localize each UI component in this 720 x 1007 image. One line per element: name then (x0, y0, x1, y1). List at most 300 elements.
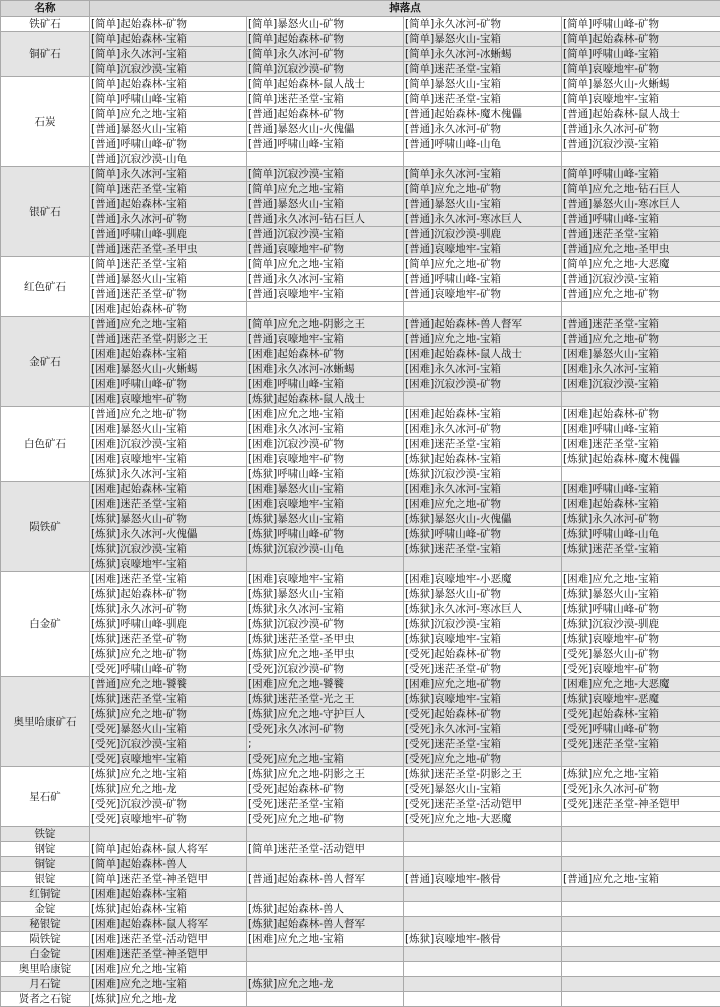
drop-cell: [炼狱]起始森林-兽人 (247, 902, 404, 917)
drop-cell: [炼狱]迷茫圣堂-光之王 (247, 692, 404, 707)
drop-cell: [受死]沉寂沙漠-宝箱 (90, 737, 247, 752)
drop-cell: [受死]哀嚎地牢-宝箱 (90, 752, 247, 767)
drop-cell: [普通]迷茫圣堂-圣甲虫 (90, 242, 247, 257)
drop-cell: [简单]应允之地-矿物 (404, 257, 562, 272)
table-row (1, 77, 720, 92)
drop-cell (404, 842, 562, 857)
table-row (1, 47, 720, 62)
drop-cell: [简单]沉寂沙漠-矿物 (247, 62, 404, 77)
table-row (1, 227, 720, 242)
table-row (1, 992, 720, 1007)
drop-cell: [困难]迷茫圣堂-神圣铠甲 (90, 947, 247, 962)
drop-cell: [普通]呼啸山峰-山龟 (404, 137, 562, 152)
drop-cell (404, 152, 562, 167)
drop-cell: [简单]应允之地-钻石巨人 (562, 182, 720, 197)
drop-cell: [炼狱]沉寂沙漠-山龟 (247, 542, 404, 557)
drop-cell: [炼狱]起始森林-鼠人战士 (247, 392, 404, 407)
table-row (1, 332, 720, 347)
drop-cell: [普通]起始森林-兽人督军 (404, 317, 562, 332)
drop-cell: [普通]哀嚎地牢-骸骨 (404, 872, 562, 887)
drop-cell: [炼狱]沉寂沙漠-驯鹿 (562, 617, 720, 632)
table-row (1, 302, 720, 317)
drop-cell (562, 977, 720, 992)
drop-cell: [困难]起始森林-鼠人将军 (90, 917, 247, 932)
drop-cell: [受死]哀嚎地牢-矿物 (562, 662, 720, 677)
drop-cell: [炼狱]应允之地-矿物 (90, 707, 247, 722)
drop-cell: [困难]永久冰河-宝箱 (247, 422, 404, 437)
drop-cell: [受死]永久冰河-宝箱 (404, 722, 562, 737)
drop-cell: [受死]哀嚎地牢-矿物 (90, 812, 247, 827)
drop-cell: [简单]沉寂沙漠-宝箱 (90, 62, 247, 77)
drop-cell: [简单]应允之地-大恶魔 (562, 257, 720, 272)
table-row (1, 707, 720, 722)
drop-cell: [受死]迷茫圣堂-活动铠甲 (404, 797, 562, 812)
drop-cell: [炼狱]哀嚎地牢-宝箱 (90, 557, 247, 572)
drop-cell (562, 947, 720, 962)
drop-cell: [困难]迷茫圣堂-宝箱 (90, 572, 247, 587)
drop-cell: [简单]暴怒火山-火蜥蜴 (562, 77, 720, 92)
drop-cell: [普通]暴怒火山-宝箱 (247, 197, 404, 212)
drop-cell (562, 842, 720, 857)
drop-cell: [炼狱]应允之地-龙 (90, 782, 247, 797)
drop-cell: [困难]沉寂沙漠-矿物 (247, 437, 404, 452)
header-drops: 掉落点 (90, 1, 720, 17)
drop-cell: [困难]起始森林-宝箱 (562, 497, 720, 512)
drop-cell: [炼狱]起始森林-魔木傀儡 (562, 452, 720, 467)
item-name: 秘银锭 (1, 917, 90, 932)
drop-cell: [受死]迷茫圣堂-宝箱 (404, 737, 562, 752)
drop-cell: [炼狱]呼啸山峰-矿物 (562, 602, 720, 617)
drop-cell: [简单]起始森林-鼠人战士 (247, 77, 404, 92)
drop-cell: [普通]迷茫圣堂-宝箱 (562, 317, 720, 332)
drop-cell: [普通]哀嚎地牢-矿物 (247, 242, 404, 257)
drop-cell: [困难]应允之地-宝箱 (90, 977, 247, 992)
drop-cell: [普通]应允之地-宝箱 (562, 872, 720, 887)
table-row (1, 797, 720, 812)
drop-cell: [炼狱]哀嚎地牢-恶魔 (562, 692, 720, 707)
drop-cell (404, 302, 562, 317)
table-row (1, 467, 720, 482)
drop-cell: [普通]永久冰河-宝箱 (247, 272, 404, 287)
drop-cell: [受死]起始森林-宝箱 (562, 707, 720, 722)
drop-cell: [简单]应允之地-宝箱 (247, 257, 404, 272)
drop-cell: [炼狱]应允之地-龙 (247, 977, 404, 992)
drop-cell: [困难]哀嚎地牢-小恶魔 (404, 572, 562, 587)
drop-cell (562, 962, 720, 977)
drop-cell: [简单]应允之地-宝箱 (90, 107, 247, 122)
drop-cell: [困难]应允之地-矿物 (404, 677, 562, 692)
drop-cell (404, 902, 562, 917)
drop-cell: [受死]呼啸山峰-矿物 (562, 722, 720, 737)
drop-cell: [炼狱]应允之地-守护巨人 (247, 707, 404, 722)
item-name: 红色矿石 (1, 257, 90, 317)
drop-cell (404, 857, 562, 872)
drop-cell: [受死]应允之地-矿物 (247, 812, 404, 827)
table-row (1, 242, 720, 257)
table-row (1, 392, 720, 407)
drop-cell: [炼狱]暴怒火山-矿物 (90, 512, 247, 527)
table-row (1, 212, 720, 227)
drop-cell: [炼狱]呼啸山峰-宝箱 (247, 467, 404, 482)
drop-cell: [简单]沉寂沙漠-宝箱 (247, 167, 404, 182)
table-row (1, 587, 720, 602)
drop-cell: [困难]沉寂沙漠-宝箱 (562, 377, 720, 392)
table-row (1, 812, 720, 827)
table-row (1, 902, 720, 917)
drop-cell: [炼狱]哀嚎地牢-宝箱 (404, 692, 562, 707)
drop-cell: [炼狱]起始森林-宝箱 (404, 452, 562, 467)
drop-cell: [炼狱]应允之地-矿物 (90, 647, 247, 662)
drop-cell: [困难]起始森林-矿物 (247, 347, 404, 362)
table-row (1, 782, 720, 797)
drop-cell: [普通]沉寂沙漠-山龟 (90, 152, 247, 167)
table-row (1, 422, 720, 437)
drop-cell: [炼狱]呼啸山峰-驯鹿 (90, 617, 247, 632)
drop-cell (562, 992, 720, 1007)
table-row (1, 182, 720, 197)
drop-cell: [炼狱]沉寂沙漠-宝箱 (404, 467, 562, 482)
drop-cell: [普通]哀嚎地牢-矿物 (404, 287, 562, 302)
drop-cell: [困难]呼啸山峰-宝箱 (247, 377, 404, 392)
drop-cell: [简单]应允之地-宝箱 (247, 182, 404, 197)
drop-cell: [受死]暴怒火山-宝箱 (90, 722, 247, 737)
drop-cell: [普通]暴怒火山-火傀儡 (247, 122, 404, 137)
drop-cell: [炼狱]哀嚎地牢-宝箱 (404, 632, 562, 647)
drop-cell: [受死]应允之地-大恶魔 (404, 812, 562, 827)
drop-cell: [困难]沉寂沙漠-宝箱 (90, 437, 247, 452)
drop-cell: [炼狱]迷茫圣堂-阴影之王 (404, 767, 562, 782)
drop-cell: [炼狱]暴怒火山-宝箱 (247, 587, 404, 602)
item-name: 奥里哈康锭 (1, 962, 90, 977)
drop-cell: [炼狱]迷茫圣堂-宝箱 (404, 542, 562, 557)
drop-cell (247, 947, 404, 962)
table-row (1, 737, 720, 752)
drop-cell (562, 392, 720, 407)
drop-cell: [炼狱]起始森林-兽人督军 (247, 917, 404, 932)
drop-cell: [普通]沉寂沙漠-驯鹿 (404, 227, 562, 242)
drop-cell: [困难]应允之地-宝箱 (247, 407, 404, 422)
drop-cell (562, 887, 720, 902)
table-row (1, 962, 720, 977)
item-name: 月石锭 (1, 977, 90, 992)
drop-cell: [简单]迷茫圣堂-宝箱 (90, 257, 247, 272)
table-row (1, 317, 720, 332)
drop-cell: [简单]迷茫圣堂-神圣铠甲 (90, 872, 247, 887)
drop-cell: [受死]起始森林-矿物 (404, 647, 562, 662)
item-name: 金矿石 (1, 317, 90, 407)
drop-cell: [炼狱]迷茫圣堂-圣甲虫 (247, 632, 404, 647)
drop-cell: [困难]迷茫圣堂-活动铠甲 (90, 932, 247, 947)
drop-cell: [困难]沉寂沙漠-矿物 (404, 377, 562, 392)
drop-cell (404, 992, 562, 1007)
drop-cell: [受死]永久冰河-矿物 (247, 722, 404, 737)
item-name: 白金矿 (1, 572, 90, 677)
drop-cell: [简单]迷茫圣堂-宝箱 (90, 182, 247, 197)
drop-cell: [简单]应允之地-阴影之王 (247, 317, 404, 332)
drop-cell: [困难]起始森林-宝箱 (90, 482, 247, 497)
drop-cell: [受死]呼啸山峰-矿物 (90, 662, 247, 677)
drop-cell (247, 827, 404, 842)
drop-cell: [困难]起始森林-矿物 (90, 302, 247, 317)
table-row (1, 482, 720, 497)
drop-cell: [简单]暴怒火山-矿物 (247, 17, 404, 32)
drop-cell: [普通]呼啸山峰-矿物 (90, 137, 247, 152)
item-name: 钢锭 (1, 842, 90, 857)
drop-cell: [炼狱]暴怒火山-宝箱 (562, 587, 720, 602)
drop-cell: [困难]呼啸山峰-宝箱 (562, 482, 720, 497)
drop-cell: ; (247, 737, 404, 752)
drop-cell: [简单]呼啸山峰-宝箱 (562, 47, 720, 62)
drop-cell: [普通]暴怒火山-宝箱 (90, 272, 247, 287)
drop-cell: [困难]应允之地-饕餮 (247, 677, 404, 692)
table-row (1, 677, 720, 692)
drop-cell: [简单]应允之地-矿物 (404, 182, 562, 197)
table-row (1, 407, 720, 422)
drop-table-body (1, 17, 720, 1007)
drop-cell: [简单]永久冰河-冰蜥蜴 (404, 47, 562, 62)
item-name: 星石矿 (1, 767, 90, 827)
table-row (1, 947, 720, 962)
drop-cell: [炼狱]哀嚎地牢-骸骨 (404, 932, 562, 947)
table-row (1, 827, 720, 842)
drop-cell: [普通]应允之地-宝箱 (404, 332, 562, 347)
drop-cell (562, 557, 720, 572)
drop-cell: [炼狱]永久冰河-矿物 (562, 512, 720, 527)
drop-cell: [简单]暴怒火山-宝箱 (404, 77, 562, 92)
table-row (1, 977, 720, 992)
item-name: 奥里哈康矿石 (1, 677, 90, 767)
drop-cell: [炼狱]起始森林-宝箱 (90, 902, 247, 917)
drop-cell: [普通]永久冰河-矿物 (562, 122, 720, 137)
drop-cell: [简单]永久冰河-宝箱 (90, 47, 247, 62)
item-name: 石炭 (1, 77, 90, 167)
drop-cell: [简单]呼啸山峰-宝箱 (90, 92, 247, 107)
drop-cell: [普通]沉寂沙漠-宝箱 (562, 137, 720, 152)
drop-cell: [普通]迷茫圣堂-宝箱 (562, 227, 720, 242)
drop-cell (247, 302, 404, 317)
drop-cell (562, 902, 720, 917)
drop-cell: [受死]沉寂沙漠-矿物 (247, 662, 404, 677)
table-row (1, 752, 720, 767)
drop-cell: [炼狱]应允之地-圣甲虫 (247, 647, 404, 662)
table-row (1, 137, 720, 152)
drop-cell: [炼狱]永久冰河-宝箱 (247, 602, 404, 617)
drop-cell: [普通]迷茫圣堂-矿物 (90, 287, 247, 302)
drop-cell: [困难]应允之地-宝箱 (247, 932, 404, 947)
table-row (1, 272, 720, 287)
table-row (1, 377, 720, 392)
drop-cell: [受死]暴怒火山-宝箱 (404, 782, 562, 797)
drop-cell: [受死]沉寂沙漠-矿物 (90, 797, 247, 812)
item-name: 银矿石 (1, 167, 90, 257)
drop-cell: [受死]迷茫圣堂-宝箱 (247, 797, 404, 812)
header-name: 名称 (1, 1, 90, 17)
drop-cell: [炼狱]沉寂沙漠-宝箱 (90, 542, 247, 557)
table-row (1, 647, 720, 662)
table-row (1, 917, 720, 932)
drop-cell: [炼狱]起始森林-矿物 (90, 587, 247, 602)
drop-cell (404, 917, 562, 932)
drop-cell: [困难]哀嚎地牢-矿物 (247, 452, 404, 467)
drop-cell: [困难]暴怒火山-宝箱 (562, 347, 720, 362)
drop-cell: [简单]迷茫圣堂-宝箱 (404, 92, 562, 107)
table-row (1, 62, 720, 77)
drop-cell: [简单]迷茫圣堂-宝箱 (247, 92, 404, 107)
table-row (1, 452, 720, 467)
drop-cell (562, 917, 720, 932)
table-row (1, 107, 720, 122)
item-name: 白金锭 (1, 947, 90, 962)
drop-cell: [普通]应允之地-矿物 (90, 407, 247, 422)
drop-cell: [普通]暴怒火山-宝箱 (90, 122, 247, 137)
table-row (1, 287, 720, 302)
drop-cell (247, 857, 404, 872)
header-row (1, 1, 720, 17)
drop-cell: [困难]永久冰河-宝箱 (562, 362, 720, 377)
drop-cell: [受死]迷茫圣堂-神圣铠甲 (562, 797, 720, 812)
drop-cell (404, 977, 562, 992)
drop-cell: [普通]呼啸山峰-宝箱 (562, 212, 720, 227)
drop-cell: [受死]起始森林-矿物 (247, 782, 404, 797)
drop-cell: [简单]起始森林-矿物 (247, 32, 404, 47)
drop-cell: [受死]永久冰河-矿物 (562, 782, 720, 797)
drop-cell: [困难]暴怒火山-火蜥蜴 (90, 362, 247, 377)
drop-cell: [普通]起始森林-宝箱 (90, 197, 247, 212)
table-row (1, 257, 720, 272)
drop-cell: [普通]应允之地-宝箱 (90, 317, 247, 332)
drop-cell: [普通]应允之地-饕餮 (90, 677, 247, 692)
drop-cell: [困难]永久冰河-宝箱 (404, 482, 562, 497)
drop-cell: [普通]呼啸山峰-宝箱 (404, 272, 562, 287)
table-row (1, 512, 720, 527)
table-row (1, 347, 720, 362)
table-row (1, 167, 720, 182)
drop-cell: [简单]起始森林-鼠人将军 (90, 842, 247, 857)
item-name: 金锭 (1, 902, 90, 917)
drop-cell: [简单]永久冰河-宝箱 (90, 167, 247, 182)
table-row (1, 557, 720, 572)
drop-cell (404, 557, 562, 572)
drop-cell: [炼狱]迷茫圣堂-宝箱 (562, 542, 720, 557)
table-row (1, 602, 720, 617)
drop-cell: [普通]哀嚎地牢-宝箱 (247, 332, 404, 347)
drop-cell: [困难]起始森林-宝箱 (90, 347, 247, 362)
drop-cell: [困难]呼啸山峰-矿物 (90, 377, 247, 392)
drop-cell: [困难]迷茫圣堂-宝箱 (404, 437, 562, 452)
item-name: 铁矿石 (1, 17, 90, 32)
drop-cell: [简单]迷茫圣堂-活动铠甲 (247, 842, 404, 857)
drop-cell: [普通]呼啸山峰-宝箱 (247, 137, 404, 152)
drop-cell: [简单]哀嚎地牢-矿物 (562, 62, 720, 77)
drop-cell (562, 827, 720, 842)
drop-cell: [受死]迷茫圣堂-宝箱 (562, 737, 720, 752)
item-name: 铜矿石 (1, 32, 90, 77)
drop-cell: [普通]起始森林-矿物 (247, 107, 404, 122)
drop-cell (404, 887, 562, 902)
drop-cell: [简单]呼啸山峰-矿物 (562, 17, 720, 32)
drop-cell: [困难]起始森林-宝箱 (404, 407, 562, 422)
drop-cell (562, 152, 720, 167)
drop-cell: [炼狱]暴怒火山-矿物 (404, 587, 562, 602)
drop-cell: [炼狱]永久冰河-火傀儡 (90, 527, 247, 542)
table-row (1, 497, 720, 512)
drop-cell: [困难]哀嚎地牢-矿物 (90, 392, 247, 407)
table-row (1, 152, 720, 167)
drop-cell: [困难]应允之地-大恶魔 (562, 677, 720, 692)
drop-cell: [困难]暴怒火山-宝箱 (90, 422, 247, 437)
drop-cell: [普通]沉寂沙漠-宝箱 (247, 227, 404, 242)
drop-cell: [受死]暴怒火山-矿物 (562, 647, 720, 662)
drop-cell (562, 752, 720, 767)
drop-cell: [简单]起始森林-兽人 (90, 857, 247, 872)
drop-cell (404, 392, 562, 407)
table-row (1, 632, 720, 647)
table-row (1, 437, 720, 452)
drop-cell: [简单]永久冰河-宝箱 (404, 167, 562, 182)
drop-cell (562, 932, 720, 947)
drop-cell: [困难]永久冰河-冰蜥蜴 (247, 362, 404, 377)
drop-cell: [简单]永久冰河-矿物 (247, 47, 404, 62)
drop-cell: [普通]迷茫圣堂-阴影之王 (90, 332, 247, 347)
drop-cell: [简单]暴怒火山-宝箱 (404, 32, 562, 47)
table-row (1, 932, 720, 947)
drop-cell: [普通]起始森林-鼠人战士 (562, 107, 720, 122)
item-name: 陨铁矿 (1, 482, 90, 572)
drop-cell: [困难]起始森林-宝箱 (90, 887, 247, 902)
item-name: 陨铁锭 (1, 932, 90, 947)
drop-cell: [受死]迷茫圣堂-矿物 (404, 662, 562, 677)
drop-cell: [困难]起始森林-鼠人战士 (404, 347, 562, 362)
drop-cell (404, 947, 562, 962)
drop-cell: [简单]起始森林-矿物 (90, 17, 247, 32)
drop-cell: [炼狱]应允之地-宝箱 (562, 767, 720, 782)
drop-cell: [普通]应允之地-矿物 (562, 287, 720, 302)
drop-cell: [炼狱]呼啸山峰-矿物 (404, 527, 562, 542)
table-row (1, 722, 720, 737)
drop-cell: [炼狱]呼啸山峰-矿物 (247, 527, 404, 542)
drop-cell: [困难]起始森林-矿物 (562, 407, 720, 422)
drop-cell (247, 152, 404, 167)
drop-cell: [普通]永久冰河-矿物 (404, 122, 562, 137)
table-row (1, 842, 720, 857)
drop-cell (247, 962, 404, 977)
drop-cell: [普通]应允之地-圣甲虫 (562, 242, 720, 257)
drop-cell: [简单]起始森林-矿物 (562, 32, 720, 47)
drop-cell: [困难]永久冰河-宝箱 (404, 362, 562, 377)
item-name: 银锭 (1, 872, 90, 887)
drop-cell: [困难]哀嚎地牢-宝箱 (247, 497, 404, 512)
item-name: 贤者之石锭 (1, 992, 90, 1007)
drop-cell: [简单]哀嚎地牢-宝箱 (562, 92, 720, 107)
drop-cell: [困难]应允之地-宝箱 (90, 962, 247, 977)
drop-cell: [困难]呼啸山峰-宝箱 (562, 422, 720, 437)
drop-cell: [普通]永久冰河-钻石巨人 (247, 212, 404, 227)
drop-cell: [普通]起始森林-兽人督军 (247, 872, 404, 887)
table-row (1, 362, 720, 377)
drop-cell: [困难]应允之地-宝箱 (562, 572, 720, 587)
drop-cell (247, 887, 404, 902)
drop-cell: [简单]起始森林-宝箱 (90, 77, 247, 92)
drop-cell: [普通]应允之地-矿物 (562, 332, 720, 347)
drop-cell: [普通]哀嚎地牢-宝箱 (247, 287, 404, 302)
drop-cell: [普通]暴怒火山-寒冰巨人 (562, 197, 720, 212)
table-row (1, 857, 720, 872)
drop-cell: [简单]永久冰河-矿物 (404, 17, 562, 32)
drop-cell: [炼狱]呼啸山峰-山龟 (562, 527, 720, 542)
drop-cell (562, 857, 720, 872)
drop-cell: [受死]起始森林-矿物 (404, 707, 562, 722)
table-row (1, 197, 720, 212)
